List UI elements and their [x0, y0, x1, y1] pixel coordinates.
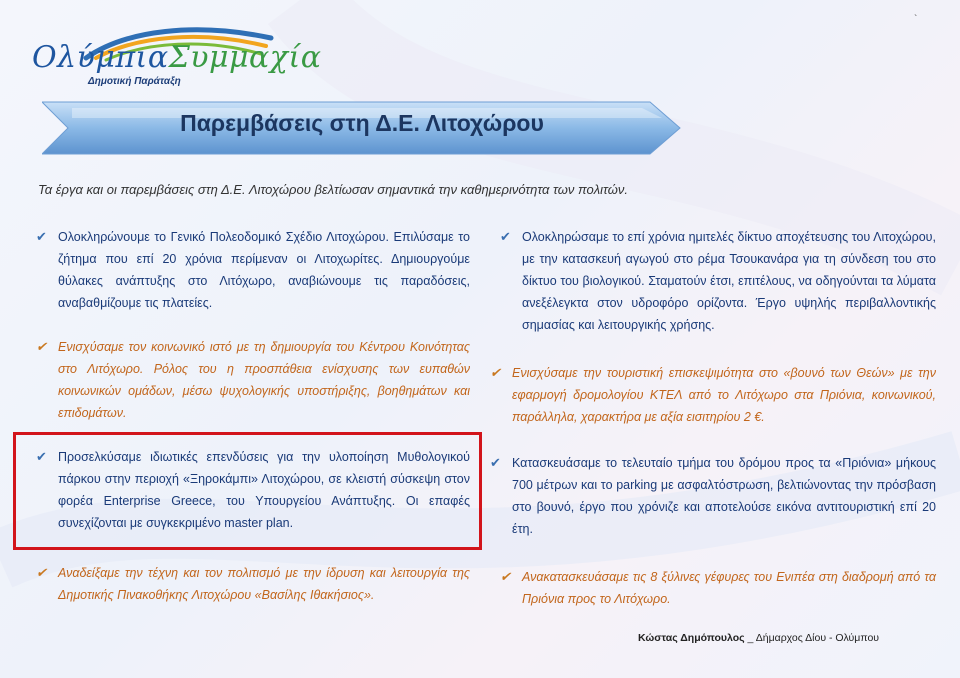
highlight-box — [13, 432, 482, 550]
list-item: ✔ Αναδείξαμε την τέχνη και τον πολιτισμό με την ίδρυση και λειτουργία της Δημοτικής Πινακοθήκης Λιτοχώρου «Βασίλης Ιθακήσιος». — [58, 562, 470, 606]
logo-wordmark: ΟλύμπιαΣυμμαχία — [32, 40, 322, 75]
check-icon: ✔ — [500, 229, 511, 244]
signature-role: Δήμαρχος Δίου - Ολύμπου — [755, 632, 880, 644]
check-icon: ✔ — [490, 365, 501, 380]
signature-separator: _ — [744, 632, 756, 644]
list-item: ✔ Προσελκύσαμε ιδιωτικές επενδύσεις για την υλοποίηση Μυθολογικού πάρκου στην περιοχή «Ξηροκάμπι» Λιτοχώρου, σε κλειστή σύσκεψη στον φορέα Enterprise Greece, του Υπουργείου Ανάπτυξης. Οι επαφές συνεχίζονται με συγκεκριμένο master plan. — [58, 446, 470, 534]
check-icon: ✔ — [500, 569, 511, 584]
check-icon: ✔ — [36, 565, 47, 580]
logo — [32, 24, 322, 94]
list-item: ✔ Κατασκευάσαμε το τελευταίο τμήμα του δρόμου προς τα «Πριόνια» μήκους 700 μέτρων και το parking με ασφαλτόστρωση, βελτιώνοντας την πρόσβαση στο βουνό, έργο που χρόνιζε και αποτελούσε εικόνα αντιτουριστική επί 20 έτη. — [512, 452, 936, 540]
page-title: Παρεμβάσεις στη Δ.Ε. Λιτοχώρου — [180, 110, 544, 136]
intro-text: Τα έργα και οι παρεμβάσεις στη Δ.Ε. Λιτοχώρου βελτίωσαν σημαντικά την καθημερινότητα των πολιτών. — [38, 182, 628, 197]
list-item: ✔ Ενισχύσαμε τον κοινωνικό ιστό με τη δημιουργία του Κέντρου Κοινότητας στο Λιτόχωρο. Ρόλος του η προσπάθεια ενίσχυσης των ευπαθών κοινωνικών ομάδων, μέσω ψυχολογικής υποστήριξης, βοηθημάτων και επιδομάτων. — [58, 336, 470, 424]
signature-name: Κώστας Δημόπουλος — [638, 632, 745, 644]
list-item: ✔ Ολοκληρώνουμε το Γενικό Πολεοδομικό Σχέδιο Λιτοχώρου. Επιλύσαμε το ζήτημα που επί 20 χρόνια περίμεναν οι Λιτοχωρίτες. Δημιουργούμε θύλακες ανάπτυξης στο Λιτόχωρο, αναβιώνουμε τις παραδόσεις, αναβαθμίζουμε τις πλατείες. — [58, 226, 470, 314]
check-icon: ✔ — [36, 339, 47, 354]
logo-subtitle: Δημοτική Παράταξη — [88, 76, 181, 87]
title-banner — [42, 98, 682, 160]
signature — [638, 632, 879, 644]
check-icon: ✔ — [490, 455, 501, 470]
corner-mark: ` — [914, 14, 918, 25]
list-item: ✔ Ενισχύσαμε την τουριστική επισκεψιμότητα στο «βουνό των Θεών» με την εφαρμογή δρομολογίου ΚΤΕΛ από το Λιτόχωρο στα Πριόνια, κοινωνικού, παράλληλα, χαρακτήρα με αξία εισιτηρίου 2 €. — [512, 362, 936, 428]
list-item: ✔ Ανακατασκευάσαμε τις 8 ξύλινες γέφυρες του Ενιπέα στη διαδρομή από τα Πριόνια προς το Λιτόχωρο. — [522, 566, 936, 610]
list-item: ✔ Ολοκληρώσαμε το επί χρόνια ημιτελές δίκτυο αποχέτευσης του Λιτοχώρου, με την κατασκευή αγωγού στο ρέμα Τσουκανάρα για τη σύνδεση του στο δίκτυο του βιολογικού. Σταματούν έτσι, επιτέλους, να οδηγούνται τα λύματα ανεξέλεγκτα στον υδροφόρο ορίζοντα. Έργο υψηλής περιβαλλοντικής σημασίας και λειτουργικής χρήσης. — [522, 226, 936, 336]
check-icon: ✔ — [36, 229, 47, 244]
check-icon: ✔ — [36, 449, 47, 464]
